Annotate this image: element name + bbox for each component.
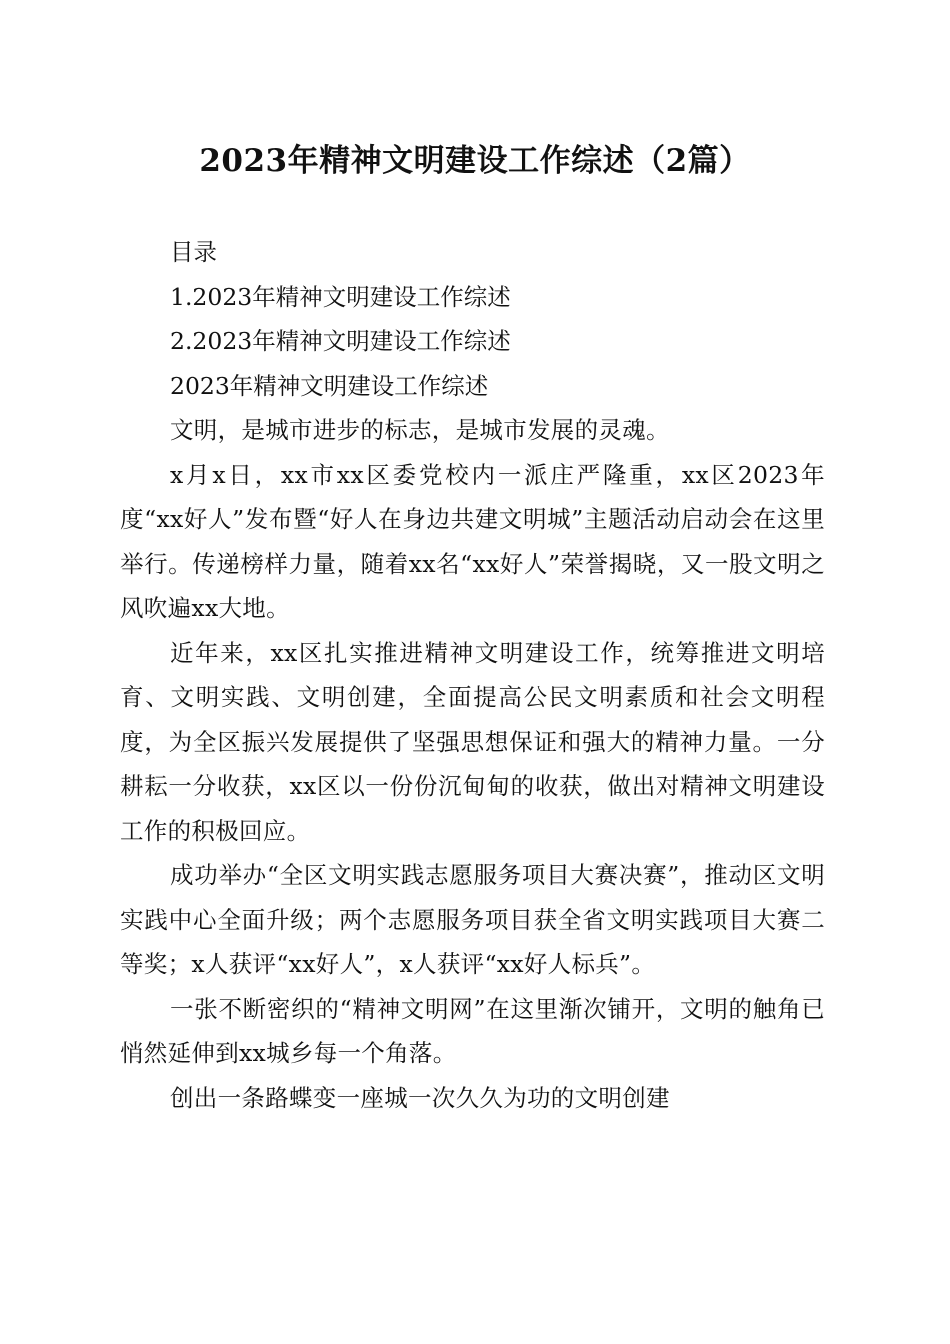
toc-item: 2.2023年精神文明建设工作综述 [170, 327, 511, 355]
paragraph: x月x日，xx市xx区委党校内一派庄严隆重，xx区2023年度“xx好人”发布暨“好人在身边共建文明城”主题活动启动会在这里举行。传递榜样力量，随着xx名“xx好人”荣誉揭晓，又一股文明之风吹遍xx大地。 [120, 460, 825, 622]
toc-heading: 目录 [170, 238, 217, 266]
document-title: 2023年精神文明建设工作综述（2篇） [199, 143, 751, 179]
article-title: 2023年精神文明建设工作综述 [170, 371, 489, 400]
paragraph: 文明，是城市进步的标志，是城市发展的灵魂。 [170, 416, 670, 444]
paragraph: 成功举办“全区文明实践志愿服务项目大赛决赛”，推动区文明实践中心全面升级；两个志愿服务项目获全省文明实践项目大赛二等奖；x人获评“xx好人”，x人获评“xx好人标兵”。 [120, 861, 825, 978]
toc-item: 1.2023年精神文明建设工作综述 [170, 282, 511, 311]
paragraph: 近年来，xx区扎实推进精神文明建设工作，统筹推进文明培育、文明实践、文明创建，全面提高公民文明素质和社会文明程度，为全区振兴发展提供了坚强思想保证和强大的精神力量。一分耕耘一分收获，xx区以一份份沉甸甸的收获，做出对精神文明建设工作的积极回应。 [120, 638, 825, 845]
document-body [120, 230, 825, 1120]
paragraph: 一张不断密织的“精神文明网”在这里渐次铺开，文明的触角已悄然延伸到xx城乡每一个角落。 [120, 994, 825, 1067]
paragraph: 创出一条路蝶变一座城一次久久为功的文明创建 [170, 1083, 670, 1112]
